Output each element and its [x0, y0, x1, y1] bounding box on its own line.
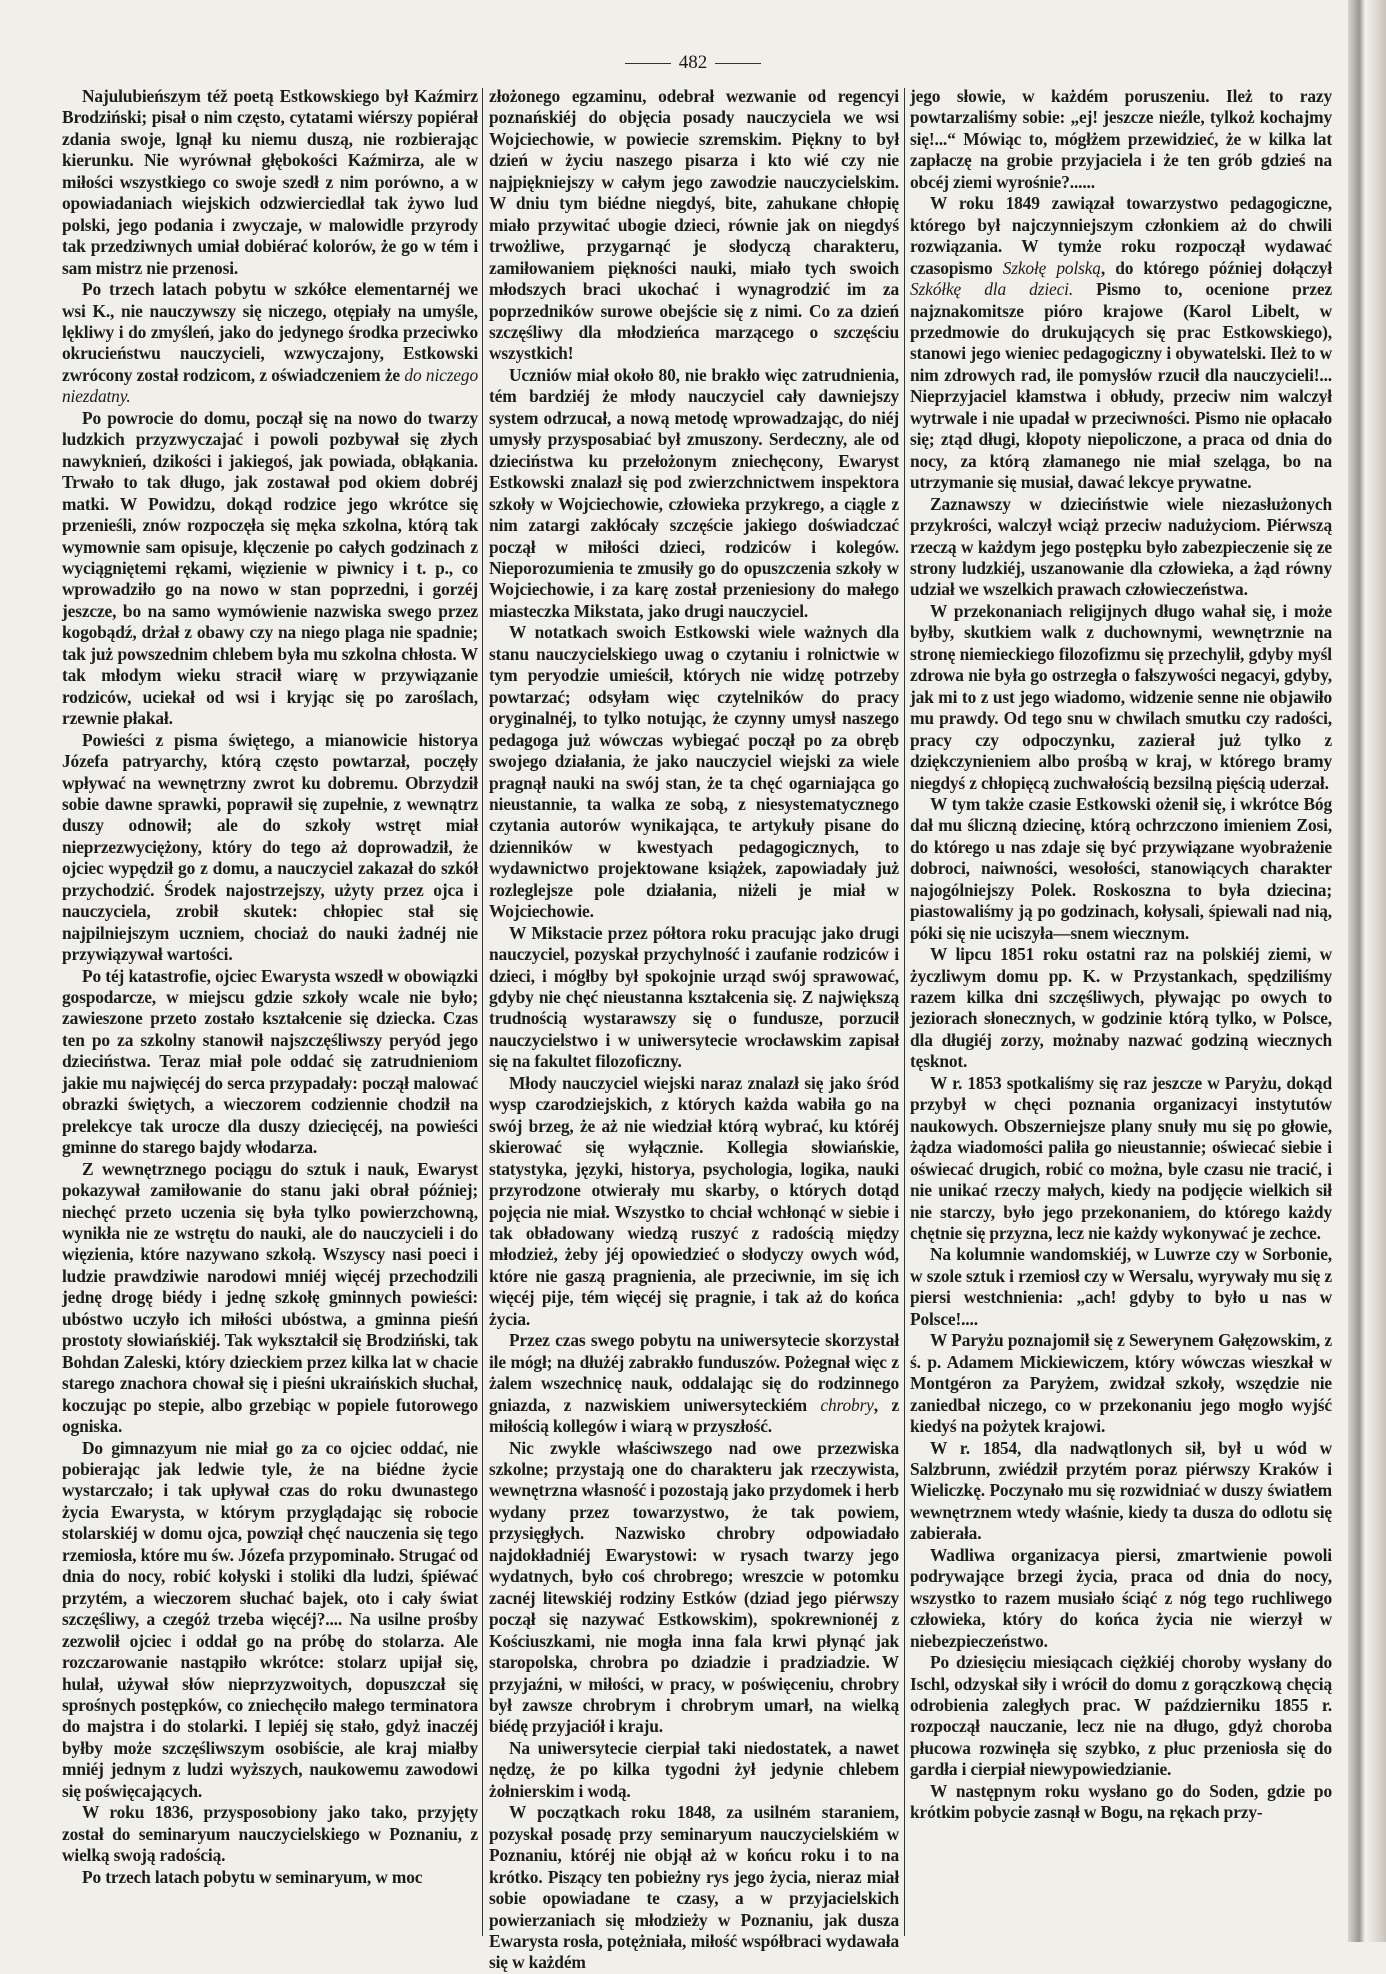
- paragraph: [62, 1159, 478, 1438]
- paragraph: [62, 279, 478, 408]
- text-run: W przekonaniach religijnych długo wahał się, i może byłby, skutkiem walk z duchownymi, wewnętrznie na stronę niemieckiego filozofizmu się przechylił, gdyby myśl zdrowa nie była go ostrzegła o fałszywości negacyi, gdyby, jak mi to z ust jego wiadomo, widzenie senne nie objawiło mu prawdy. Od tego snu w chwilach smutku czy radości, pracy czy odpoczynku, zazierał już tylko z dziękczynieniem albo prośbą w kraj, w którego bramy niegdyś z chłopięcą zuchwałością bezsilną pięścią uderzał.: [910, 600, 1332, 793]
- paragraph: [62, 966, 478, 1159]
- text-run: Nic zwykle właściwszego nad owe przezwiska szkolne; przystają one do charakteru jak rzeczywista, wewnętrzna własność i pozostają jako przydomek i herb wydany przez towarzystwo, że tak powiem, przysięgłych. Nazwisko chrobry odpowiadało najdokładniéj Ewarystowi: w rysach twarzy jego wydatnych, było coś chrobrego; wreszcie w potomku zacnéj litewskiéj rodziny Estków (dziad jego piérwszy począł się nazywać Estkowskim), spokrewnionéj z Kościuszkami, nie mogła inna fala krwi płynąć jak staropolska, chrobra po dziadzie i pradziadzie. W przyjaźni, w miłości, w pracy, w poświęceniu, chrobry był zawsze chrobrym i chrobrym umarł, na wielką biédę przyjaciół i kraju.: [489, 1437, 899, 1737]
- text-run: Po powrocie do domu, począł się na nowo do twarzy ludzkich przyzwyczajać i powoli pozbywał się złych nawyknień, dzikości i jakiegoś, jak powiada, obłąkania. Trwało to tak długo, jak zostawał pod okiem dobréj matki. W Powidzu, dokąd rodzice jego wkrótce się przenieśli, znów rozpoczęła się męka szkolna, którą tak wymownie sam opisuje, klęczenie po całych godzinach z wyciągniętemi rękami, więzienie w piwnicy i t. p., co wprowadziło go na nowo w stan poprzedni, i gorzéj jeszcze, bo na samo wymówienie nazwiska swego przez kogobądź, drżał z obawy czy na niego plaga nie spadnie; tak już powszednim chlebem była mu szkolna chłosta. W tak młodym wieku stracił wiarę w przywiązanie rodziców, uciekał od wsi i kryjąc się po zaroślach, rzewnie płakał.: [62, 407, 478, 729]
- paragraph: [910, 1244, 1332, 1330]
- text-run: Powieści z pisma świętego, a mianowicie historya Józefa patryarchy, którą często powtarzał, poczęły wpływać na wewnętrzny zwrot ku dobremu. Obrzydził sobie dawne sprawki, poprawił się zupełnie, z wewnątrz duszy odnowił; ale do szkoły wstręt miał nieprzezwyciężony, który do tego aż doprowadził, że ojciec wypędził go z domu, a nauczyciel zakazał do szkół przychodzić. Środek najostrzejszy, użyty przez ojca i nauczyciela, zrobił skutek: chłopiec stał się najpilniejszym uczniem, chociaż do nauki żadnéj nie przywiązywał wartości.: [62, 729, 478, 965]
- paragraph: [910, 193, 1332, 493]
- text-run: W r. 1854, dla nadwątlonych sił, był u wód w Salzbrunn, zwiédził przytém poraz piérwszy Kraków i Wieliczkę. Poczynało mu się rozwidniać w duszy światłem wewnętrznem wtedy właśnie, kiedy ta dusza do odlotu się zabierała.: [910, 1437, 1332, 1544]
- text-run: W tym także czasie Estkowski ożenił się, i wkrótce Bóg dał mu śliczną dziecinę, którą ochrzczono imieniem Zosi, do którego u nas zdaje się być przywiązane wyobrażenie dobroci, naiwności, wesołości, stanowiących charakter najogólniejszy Polek. Roskoszna to była dziecina; piastowaliśmy ją po godzinach, kołysali, śpiewali nad nią, póki się nie uciszyła—snem wiecznym.: [910, 793, 1332, 943]
- paragraph: [910, 1438, 1332, 1545]
- paragraph: [62, 1438, 478, 1803]
- text-run: złożonego egzaminu, odebrał wezwanie od regencyi poznańskiéj do objęcia posady nauczyciela we wsi Wojciechowie, w powiecie szremskim. Piękny to był dzień w życiu naszego pisarza i kto wié czy nie najpiękniejszy w całym jego zawodzie nauczycielskim. W dniu tym biédne niegdyś, bite, zahukane chłopię miało przywitać ubogie dzieci, równie jak on niegdyś trwożliwe, przygarnąć je słodyczą charakteru, zamiłowaniem piękności nauki, miało tych swoich młodszych braci ukochać i wynagrodzić im za poprzedników surowe obejście się z nimi. Co za dzień szczęśliwy dla młodzieńca marzącego o szczęściu wszystkich!: [489, 86, 899, 364]
- text-run: W roku 1849 zawiązał towarzystwo pedagogiczne, którego był najczynniejszym członkiem aż do chwili rozwiązania. W tymże roku rozpoczął wydawać czasopismo: [910, 193, 1332, 278]
- text-run: Po trzech latach pobytu w szkółce elementarnéj we wsi K., nie nauczywszy się niczego, otępiały na umyśle, lękliwy i do zmyśleń, jako do jedynego środka przeciwko okrucieństwu nauczycieli, wzwyczajony, Estkowski zwrócony został rodzicom, z oświadczeniem że: [62, 279, 478, 385]
- paragraph: [489, 923, 899, 1073]
- text-run: Pismo to, ocenione przez najznakomitsze pióro krajowe (Karol Libelt, w przedmowie do drukujących się prac Estkowskiego), stanowi jego wieniec pedagogiczny i obywatelski. Ileż to w nim zdrowych rad, ile pomysłów rzucił dla nauczycieli!... Nieprzyjaciel kłamstwa i obłudy, przeciw nim walczył wytrwale i nie upadał w przeciwności. Pismo nie opłacało się; ztąd długi, kłopoty niepoliczone, a praca od dnia do nocy, za którą złamanego nie miał szeląga, bo na utrzymanie się musiał, dawać lekcye prywatne.: [910, 279, 1332, 493]
- column-3: [910, 86, 1332, 1936]
- text-run: Uczniów miał około 80, nie brakło więc zatrudnienia, tém bardziéj że młody nauczyciel cały dawniejszy system odrzucał, a nową metodę wprowadzając, do niéj umysły przysposabiać był zmuszony. Serdeczny, ale od dzieciństwa ku przełożonym zniechęcony, Ewaryst Estkowski znalazł się pod zwierzchnictwem inspektora szkoły w Wojciechowie, człowieka przykrego, a ciągle z nim zatargi zakłócały szczęście jakiego doświadczać począł w miłości dzieci, rodziców i kolegów. Nieporozumienia te zmusiły go do opuszczenia szkoły w Wojciechowie, i za karę został przeniesiony do małego miasteczka Mikstata, jako drugi nauczyciel.: [489, 364, 899, 621]
- paragraph: [62, 86, 478, 279]
- text-run: W roku 1836, przysposobiony jako tako, przyjęty został do seminaryum nauczycielskiego w Poznaniu, z wielką swoją radością.: [62, 1802, 478, 1866]
- paragraph: [910, 944, 1332, 1073]
- paragraph: [489, 1330, 899, 1437]
- text-run: W notatkach swoich Estkowski wiele ważnych dla stanu nauczycielskiego uwag o czytaniu i rolnictwie w tym peryodzie umieścił, których nie widzę potrzeby powtarzać; odsyłam więc czytelników do pracy oryginalnéj, to tylko notując, że czynny umysł naszego pedagoga już wówczas wybiegać począł po za obręb swojego działania, że jako nauczyciel wiejski za wiele pragnął nauki na swój stan, że ta chęć ogarniająca go nieustannie, ta walka ze sobą, z niesystematycznego czytania autorów wynikająca, te artykuły pisane do dzienników w kwestyach pedagogicznych, to wydawnictwo projektowane książek, zapowiadały już rozleglejsze pole działania, niżeli je miał w Wojciechowie.: [489, 622, 899, 922]
- divider: [625, 63, 671, 64]
- text-run: , do którego później dołączył: [1100, 257, 1332, 278]
- italic-text-run: chrobry: [820, 1394, 874, 1415]
- paragraph: [489, 1802, 899, 1974]
- paragraph: [489, 622, 899, 922]
- text-run: W lipcu 1851 roku ostatni raz na polskiéj ziemi, w życzliwym domu pp. K. w Przystankach, spędziliśmy razem kilka dni szczęśliwych, pływając po owych to jeziorach słonecznych, w godzinie którą tylko, w Polsce, dla długiéj zorzy, możnaby nazwać godziną wiecznych tęsknot.: [910, 944, 1332, 1072]
- text-run: Na uniwersytecie cierpiał taki niedostatek, a nawet nędzę, że po kilka tygodni żył jedynie chlebem żołnierskim i wodą.: [489, 1737, 899, 1801]
- text-run: W r. 1853 spotkaliśmy się raz jeszcze w Paryżu, dokąd przybył w chęci poznania organizacyi instytutów naukowych. Obszerniejsze plany snuły mu się po głowie, żądza wiadomości paliła go nieustannie; oświecać siebie i oświecać drugich, robić co można, byle czasu nie tracić, i nie unikać rzeczy małych, kiedy na podjęcie wielkich sił nie starczy, było jego przekonaniem, do którego każdy chętnie się przyzna, lecz nie każdy wykonywać je zechce.: [910, 1072, 1332, 1244]
- column-1: [62, 86, 478, 1936]
- text-run: , z miłością kollegów i wiarą w przyszłość.: [489, 1394, 900, 1437]
- text-run: Do gimnazyum nie miał go za co ojciec oddać, nie pobierając jak ledwie tyle, że na biédne życie wystarczało; i tak upływał czas do roku dwunastego życia Ewarysta, w którym przyglądając się robocie stolarskiéj w domu ojca, powziął chęć nauczenia się tego rzemiosła, które mu św. Józefa przypominało. Strugać od dnia do nocy, robić kołyski i stoliki dla ludzi, śpiéwać przytém, a wieczorem słuchać bajek, oto i cały świat szczęśliwy, a czegóż trzeba więcéj?.... Na usilne prośby zezwolił ojciec i oddał go na próbę do stolarza. Ale rozczarowanie nastąpiło wkrótce: stolarz upijał się, hulał, używał słów nieprzyzwoitych, dopuszczał się sprośnych postępków, co zniechęciło małego terminatora do majstra i do stolarki. I lepiéj się stało, gdyż inaczéj byłby może szczęśliwszym osobiście, ale kraj miałby mniéj jednym z ludzi wyższych, naukowemu zawodowi się poświęcających.: [62, 1437, 478, 1801]
- paragraph: [910, 494, 1332, 601]
- text-run: W następnym roku wysłano go do Soden, gdzie po krótkim pobycie zasnął w Bogu, na rękach przy-: [910, 1780, 1332, 1823]
- italic-text-run: Szkołę polską: [1002, 257, 1101, 278]
- text-run: jego słowie, w każdém poruszeniu. Ileż to razy powtarzaliśmy sobie: „ej! jeszcze nieźle, tylkoż kochajmy się!...“ Mówiąc to, mógłżem przewidzieć, że w kilka lat zapłaczę na grobie przyjaciela i że ten grób gdzieś na obcéj ziemi wyrośnie?......: [910, 86, 1332, 192]
- paragraph: [489, 86, 899, 365]
- paragraph: [489, 1073, 899, 1330]
- paragraph: [910, 1781, 1332, 1824]
- text-run: Na kolumnie wandomskiéj, w Luwrze czy w Sorbonie, w szole sztuk i rzemiosł czy w Wersalu, wyrywały mu się z piersi westchnienia: „ach! gdyby to było u nas w Polsce!....: [910, 1244, 1332, 1329]
- page-number-text: 482: [678, 52, 708, 73]
- column-rule: [482, 88, 483, 1936]
- paragraph: [910, 86, 1332, 193]
- text-run: Po dziesięciu miesiącach ciężkiéj choroby wysłany do Ischl, odzyskał siły i wrócił do domu z gorączkową chęcią odrobienia zaległych prac. W październiku 1855 r. rozpoczął nauczanie, lecz nie na długo, gdyż choroba płucowa rozwinęła się szybko, z płuc przeniosła się do gardła i cierpiał niewypowiedzianie.: [910, 1652, 1332, 1780]
- text-run: Młody nauczyciel wiejski naraz znalazł się jako śród wysp czarodziejskich, z których każda wabiła go na swój brzeg, że aż nie wiedział którą wybrać, ku któréj skierować się wyłącznie. Kollegia słowiańskie, statystyka, języki, historya, psychologia, logika, nauki przyrodzone otwierały mu skarby, o których dotąd pojęcia nie miał. Wszystko to chciał wchłonąć w siebie i tak obładowany wiedzą ruszyć z radością między młodzież, żeby jéj opowiedzieć o słodyczy owych wód, które nie gaszą pragnienia, ale przeciwnie, im się ich więcéj pije, tém więcéj się pragnie, i tak aż do końca życia.: [489, 1072, 899, 1329]
- column-2: [489, 86, 900, 1973]
- text-run: Z wewnętrznego pociągu do sztuk i nauk, Ewaryst pokazywał zamiłowanie do stanu jaki obrał później; niechęć przeto uczenia się była tylko powierzchowną, wynikła nie ze wstrętu do nauki, ale do nauczycieli i do więzienia, które nazywano szkołą. Wszyscy nasi poeci i ludzie prawdziwie narodowi mniéj więcéj przechodzili jednę drogę biédy i jednę szkołę gminnych powieści: ubóstwo uczyło ich miłości ubóstwa, a gminna pieśń prostoty słowiańskiéj. Tak wykształcił się Brodziński, tak Bohdan Zaleski, który dzieckiem przez kilka lat w chacie starego znachora chował się i pieśni ukraińskich słuchał, koczując po stepie, albo grzebiąc w popiele futorowego ogniska.: [62, 1158, 478, 1437]
- paragraph: [910, 1652, 1332, 1781]
- column-rule: [904, 88, 905, 1936]
- paragraph: [910, 601, 1332, 794]
- text-run: Przez czas swego pobytu na uniwersytecie skorzystał ile mógł; na dłużéj zabrakło funduszów. Pożegnał więc z żalem wszechnicę nauk, oddalając się do rodzinnego gniazda, z nazwiskiem uniwersyteckiém: [489, 1330, 899, 1415]
- page-number: [0, 52, 1386, 74]
- divider: [715, 63, 761, 64]
- paragraph: [489, 1738, 899, 1802]
- paragraph: [62, 1867, 478, 1888]
- paragraph: [910, 1073, 1332, 1245]
- text-run: W początkach roku 1848, za usilném staraniem, pozyskał posadę przy seminaryum nauczycielskiém w Poznaniu, któréj nie objął aż w końcu roku i to na krótko. Piszący ten pobieżny rys jego życia, nieraz miał sobie opowiadane te czasy, a w przyjacielskich powierzaniach się młodzieży w Poznaniu, jak dusza Ewarysta rosła, potężniała, miłość współbraci wydawała się w każdém: [489, 1802, 899, 1973]
- paragraph: [910, 794, 1332, 944]
- paragraph: [910, 1330, 1332, 1437]
- text-run: W Mikstacie przez półtora roku pracując jako drugi nauczyciel, pozyskał przychylność i zaufanie rodziców i dzieci, i mógłby był spokojnie urząd swój sprawować, gdyby nie chęć nieustanna kształcenia się. Z największą trudnością wystarawszy się o fundusze, porzucił nauczycielstwo i w uniwersytecie wrocławskim zapisał się na fakultet filozoficzny.: [489, 922, 899, 1072]
- paragraph: [489, 1438, 899, 1738]
- text-run: Po téj katastrofie, ojciec Ewarysta wszedł w obowiązki gospodarcze, w miejscu gdzie szkoły wcale nie było; zawieszone przeto zostało kształcenie się dziecka. Czas ten po za szkolny stanowił najszczęśliwszy peryód jego dzieciństwa. Teraz miał pole oddać się zatrudnieniom jakie mu najwięcéj do serca przypadały: począł malować obrazki świętych, a wieczorem codziennie chodził na prelekcye tak urocze dla duszy dziecięcéj, na powieści gminne do starego bajdy włodarza.: [62, 965, 478, 1158]
- text-run: Najulubieńszym též poetą Estkowskiego był Kaźmirz Brodziński; pisał o nim często, cytatami wiérszy popiérał zdania swoje, lgnął ku niemu duszą, nie rozbierając kierunku. Nie wyrównał głębokości Kaźmirza, ale w miłości wszystkiego co swoje szedł z nim porówno, a w opowiadaniach wiejskich odzwierciedlał tak żywo lud polski, jego podania i zwyczaje, w malowidle przyrody tak przedziwnych umiał dobiérać kolorów, że go w tém i sam mistrz nie przenosi.: [62, 86, 478, 278]
- text-run: Wadliwa organizacya piersi, zmartwienie powoli podrywające brzegi życia, praca od dnia do nocy, wszystko to razem musiało ściąć z nóg tego ruchliwego człowieka, który do końca życia nie wierzył w niebezpieczeństwo.: [910, 1544, 1332, 1651]
- italic-text-run: Szkółkę dla dzieci.: [910, 279, 1074, 300]
- paragraph: [62, 408, 478, 730]
- paragraph: [62, 730, 478, 966]
- paragraph: [910, 1545, 1332, 1652]
- italic-text-run: do niczego niezdatny.: [62, 364, 478, 407]
- text-run: W Paryżu poznajomił się z Sewerynem Gałęzowskim, z ś. p. Adamem Mickiewiczem, który wówczas wieszkał w Montgéron za Paryżem, zwidzał szkoły, wszędzie nie zaniedbał niczego, co w przekonaniu jego mogło wyjść kiedyś na pożytek krajowi.: [910, 1330, 1332, 1437]
- paragraph: [62, 1802, 478, 1866]
- text-run: Zaznawszy w dzieciństwie wiele niezasłużonych przykrości, walczył wciąż przeciw nadużyciom. Piérwszą rzeczą w każdym jego postępku było zabezpieczenie się ze strony ludzkiéj, uszanowanie dla człowieka, a żąd równy udział we wszelkich prawach człowieczeństwa.: [910, 493, 1332, 600]
- text-run: Po trzech latach pobytu w seminaryum, w moc: [82, 1866, 423, 1887]
- scan-page-edge: [1348, 0, 1386, 1942]
- paragraph: [489, 365, 899, 622]
